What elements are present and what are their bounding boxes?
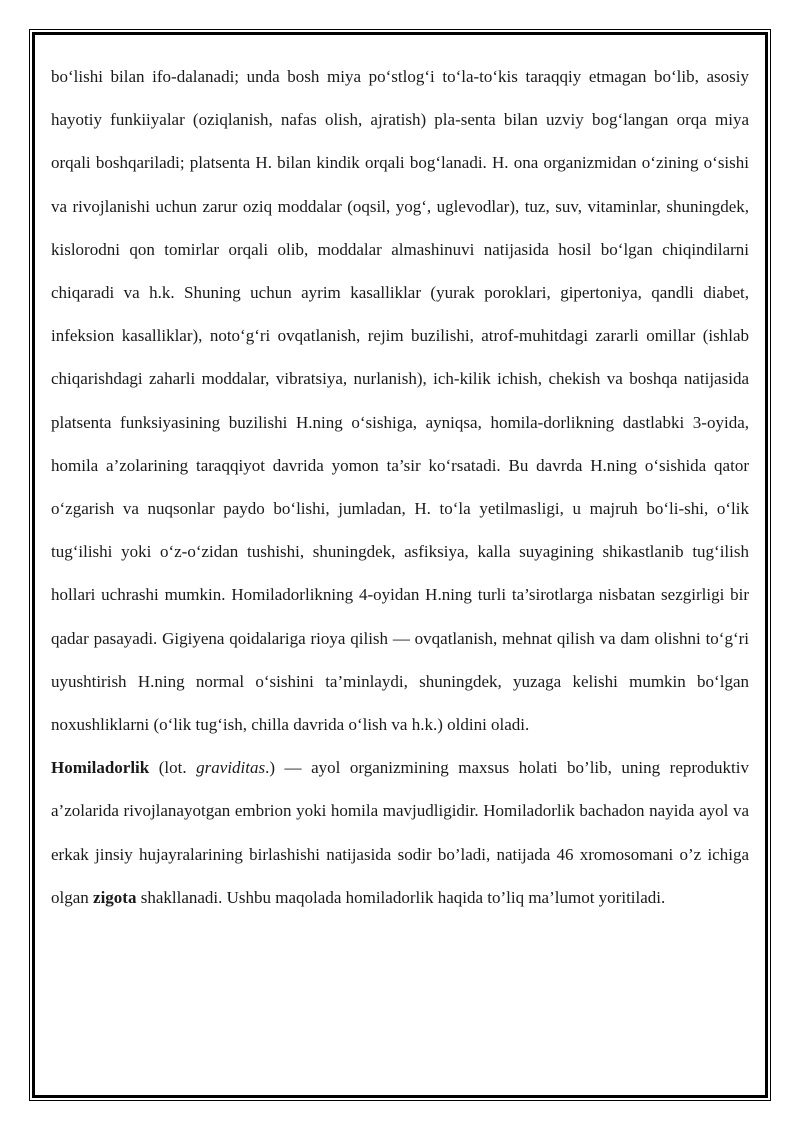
latin-term: graviditas bbox=[196, 758, 266, 778]
paragraph-homila-development: bo‘lishi bilan ifo-dalanadi; unda bosh miya po‘stlog‘i to‘la-to‘kis taraqqiy etmagan bo‘lib, asosiy hayotiy funkiiyalar (oziqlanish, nafas olish, ajratish) pla-senta bilan uzviy bog‘langan orqa miya orqali boshqariladi; platsenta H. bilan kindik orqali bog‘lanadi. H. ona organizmidan o‘zining o‘sishi va rivojlanishi uchun zarur oziq moddalar (oqsil, yog‘, uglevodlar), tuz, suv, vitaminlar, shuningdek, kislorodni qon tomirlar orqali olib, moddalar almashinuvi natijasida hosil bo‘lgan chiqindilarni chiqaradi va h.k. Shuning uchun ayrim kasalliklar (yurak poroklari, gipertoniya, qandli diabet, infeksion kasalliklar), noto‘g‘ri ovqatlanish, rejim buzilishi, atrof-muhitdagi zararli omillar (ishlab chiqarishdagi zaharli moddalar, vibratsiya, nurlanish), ich-kilik ichish, chekish va boshqa natijasida platsenta funksiyasining buzilishi H.ning o‘sishiga, ayniqsa, homila-dorlikning dastlabki 3-oyida, homila a’zolarining taraqqiyot davrida yomon ta’sir ko‘rsatadi. Bu davrda H.ning o‘sishida qator o‘zgarish va nuqsonlar paydo bo‘lishi, jumladan, H. to‘la yetilmasligi, u majruh bo‘li-shi, o‘lik tug‘ilishi yoki o‘z-o‘zidan tushishi, shuningdek, asfiksiya, kalla suyagining shikastlanib tug‘ilish hollari uchrashi mumkin. Homiladorlikning 4-oyidan H.ning turli ta’sirotlarga nisbatan sezgirligi bir qadar pasayadi. Gigiyena qoidalariga rioya qilish — ovqatlanish, mehnat qilish va dam olishni to‘g‘ri uyushtirish H.ning normal o‘sishini ta’minlaydi, shuningdek, yuzaga kelishi mumkin bo‘lgan noxushliklarni (o‘lik tug‘ish, chilla davrida o‘lish va h.k.) oldini oladi. bbox=[51, 67, 749, 735]
definition-text: .) — ayol organizmining maxsus holati bo’lib, uning reproduktiv a’zolarida rivojlanayotgan embrion yoki homila mavjudligidir. Homiladorlik bachadon nayida ayol va erkak jinsiy hujayralarining birlashishi natijasida sodir bo’ladi, natijada 46 xromosomani o’z ichiga olgan bbox=[51, 758, 749, 907]
definition-tail: shakllanadi. Ushbu maqolada homiladorlik haqida to’liq ma’lumot yoritiladi. bbox=[136, 887, 666, 907]
page-frame bbox=[32, 32, 768, 1098]
term-homiladorlik: Homiladorlik bbox=[51, 758, 150, 778]
latin-open: (lot. bbox=[149, 758, 197, 778]
term-zigota: zigota bbox=[93, 887, 137, 907]
article-body bbox=[51, 55, 749, 919]
paragraph-homiladorlik-definition bbox=[51, 746, 749, 919]
